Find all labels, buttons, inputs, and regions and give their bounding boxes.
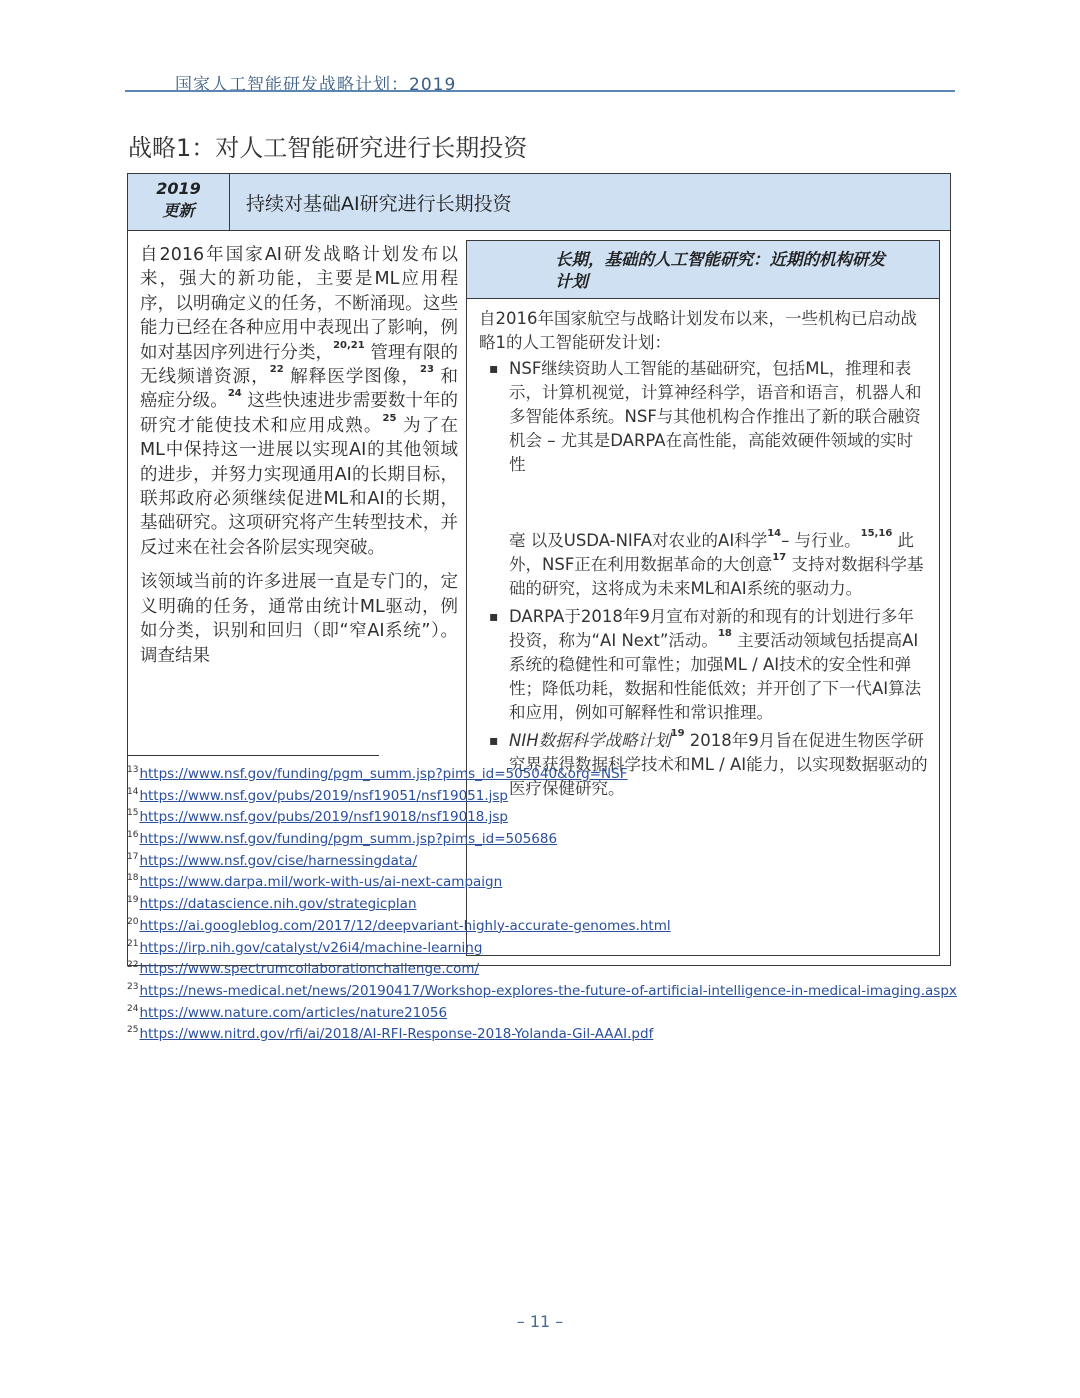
footnote-link[interactable]: https://www.nsf.gov/pubs/2019/nsf19018/nsf19018.jsp xyxy=(139,809,508,826)
footnote xyxy=(127,1003,997,1025)
footnote-number: 14 xyxy=(127,786,139,797)
footnote-rule xyxy=(127,755,379,756)
footnote-link[interactable]: https://www.nsf.gov/funding/pgm_summ.jsp?pims_id=505686 xyxy=(139,831,558,848)
sidebar-body xyxy=(479,307,929,805)
footnote-ref[interactable]: 23 xyxy=(419,364,434,376)
update-banner xyxy=(128,174,950,231)
sidebar-header xyxy=(467,241,939,299)
text-span: 此外，NSF正在利用数据革命的大创意 xyxy=(509,531,915,574)
running-header: 国家人工智能研发战略计划：2019 xyxy=(175,75,457,95)
plan-title: NIH数据科学战略计划 xyxy=(509,731,671,750)
footnotes xyxy=(127,764,997,1046)
banner-title: 持续对基础AI研究进行长期投资 xyxy=(246,193,512,215)
footnote-ref[interactable]: 20,21 xyxy=(333,339,365,351)
footnote-link[interactable]: https://news-medical.net/news/20190417/Workshop-explores-the-future-of-artificial-intelligence-in-medical-imaging.aspx xyxy=(139,982,957,999)
text-span: 毫 以及USDA-NIFA对农业的AI科学 xyxy=(509,531,768,550)
footnote-ref[interactable]: 24 xyxy=(227,388,242,400)
footnote-number: 24 xyxy=(127,1003,139,1014)
footnote-number: 15 xyxy=(127,808,139,819)
text-span: 解释医学图像， xyxy=(283,367,420,388)
sidebar-title: 长期，基础的人工智能研究：近期的机构研发计划 xyxy=(555,250,885,291)
footnote-number: 21 xyxy=(127,938,139,949)
footnote xyxy=(127,1024,997,1046)
sidebar-intro: 自2016年国家航空与战略计划发布以来，一些机构已启动战略1的人工智能研发计划： xyxy=(479,309,917,352)
footnote xyxy=(127,786,997,808)
footnote xyxy=(127,938,997,960)
footnote xyxy=(127,981,997,1003)
footnote xyxy=(127,894,997,916)
text-span: 自2016年国家AI研发战略计划发布以来，强大的新功能，主要是ML应用程序，以明确定义的任务，不断涌现。这些能力已经在各种应用中表现出了影响，例如对基因序列进行分类， xyxy=(140,245,458,363)
sidebar-bullet-darpa xyxy=(479,605,929,725)
footnote xyxy=(127,959,997,981)
footnote-ref[interactable]: 25 xyxy=(382,412,397,424)
left-column xyxy=(140,243,458,678)
section-title: 战略1：对人工智能研究进行长期投资 xyxy=(128,134,528,162)
text-span: DARPA于2018年9月宣布对新的和现有的计划进行多年投资，称为“AI Next”活动。 xyxy=(509,607,914,650)
page-number: – 11 – xyxy=(516,1312,564,1331)
footnote-ref[interactable]: 18 xyxy=(717,628,732,639)
footnote xyxy=(127,764,997,786)
footnote-link[interactable]: https://www.darpa.mil/work-with-us/ai-next-campaign xyxy=(139,874,503,891)
footnote-ref[interactable]: 14 xyxy=(767,528,782,539)
footnote-link[interactable]: https://www.nsf.gov/cise/harnessingdata/ xyxy=(139,852,418,869)
footnote xyxy=(127,851,997,873)
text-span: 支持对数据科学基础的研究，这将成为未来ML和AI系统的驱动力。 xyxy=(509,555,924,598)
footnote xyxy=(127,872,997,894)
footnote-number: 17 xyxy=(127,851,139,862)
footnote-number: 18 xyxy=(127,873,139,884)
text-span: NSF继续资助人工智能的基础研究，包括ML，推理和表示，计算机视觉，计算神经科学，语音和语言，机器人和多智能体系统。NSF与其他机构合作推出了新的联合融资机会 – 尤其是DARPA在高性能，高能效硬件领域的实时性 xyxy=(509,359,922,474)
footnote-number: 22 xyxy=(127,960,139,971)
footnote-link[interactable]: https://irp.nih.gov/catalyst/v26i4/machine-learning xyxy=(139,939,483,956)
sidebar-bullet-nsf xyxy=(479,357,929,601)
footnote-link[interactable]: https://www.nature.com/articles/nature21056 xyxy=(139,1004,448,1021)
footnote-number: 20 xyxy=(127,916,139,927)
banner-update-label: 更新 xyxy=(162,201,195,220)
footnote-ref[interactable]: 17 xyxy=(772,552,787,563)
text-span: 这些快速进步需要数十年的研究才能使技术和应用成熟。 xyxy=(140,391,459,436)
footnote xyxy=(127,829,997,851)
text-span: 和癌症分级。 xyxy=(140,367,459,412)
text-span: 为了在ML中保持这一进展以实现AI的其他领域的进步，并努力实现通用AI的长期目标，联邦政府必须继续促进ML和AI的长期，基础研究。这项研究将产生转型技术，并反过来在社会各阶层实现突破。 xyxy=(140,415,458,558)
footnote-link[interactable]: https://www.spectrumcollaborationchallenge.com/ xyxy=(139,961,480,978)
banner-year-cell xyxy=(128,174,230,230)
footnote xyxy=(127,807,997,829)
footnote-link[interactable]: https://www.nsf.gov/funding/pgm_summ.jsp?pims_id=505040&org=NSF xyxy=(139,766,628,782)
spacer xyxy=(509,477,929,529)
footnote xyxy=(127,916,997,938)
footnote-link[interactable]: https://www.nitrd.gov/rfi/ai/2018/AI-RFI-Response-2018-Yolanda-Gil-AAAI.pdf xyxy=(139,1026,654,1043)
header-rule xyxy=(125,90,955,92)
footnote-ref[interactable]: 19 xyxy=(670,728,685,739)
text-span: – 与行业。 xyxy=(781,531,861,550)
footnote-number: 19 xyxy=(127,895,139,906)
footnote-ref[interactable]: 22 xyxy=(269,364,284,376)
banner-year: 2019 xyxy=(156,179,201,198)
footnote-ref[interactable]: 15,16 xyxy=(860,528,893,539)
footnote-link[interactable]: https://ai.googleblog.com/2017/12/deepvariant-highly-accurate-genomes.html xyxy=(139,917,671,934)
footnote-number: 13 xyxy=(127,765,139,775)
text-span: 主要活动领域包括提高AI系统的稳健性和可靠性；加强ML / AI技术的安全性和弹性；降低功耗，数据和性能低效；并开创了下一代AI算法和应用，例如可解释性和常识推理。 xyxy=(509,631,922,722)
footnote-number: 23 xyxy=(127,981,139,992)
left-paragraph-2: 该领域当前的许多进展一直是专门的，定义明确的任务，通常由统计ML驱动，例如分类，识别和回归（即“窄AI系统”）。调查结果 xyxy=(140,572,458,666)
footnote-link[interactable]: https://www.nsf.gov/pubs/2019/nsf19051/nsf19051.jsp xyxy=(139,787,508,804)
left-paragraph-1 xyxy=(140,243,458,560)
text-span: 管理有限的无线频谱资源， xyxy=(140,342,459,388)
footnote-number: 16 xyxy=(127,830,139,841)
footnote-link[interactable]: https://datascience.nih.gov/strategicplan xyxy=(139,896,417,913)
text-span: 2018年9月旨在促进生物医学研究界获得数据科学技术和ML / AI能力，以实现数据驱动的医疗保健研究。 xyxy=(509,731,928,798)
footnote-number: 25 xyxy=(127,1025,139,1036)
